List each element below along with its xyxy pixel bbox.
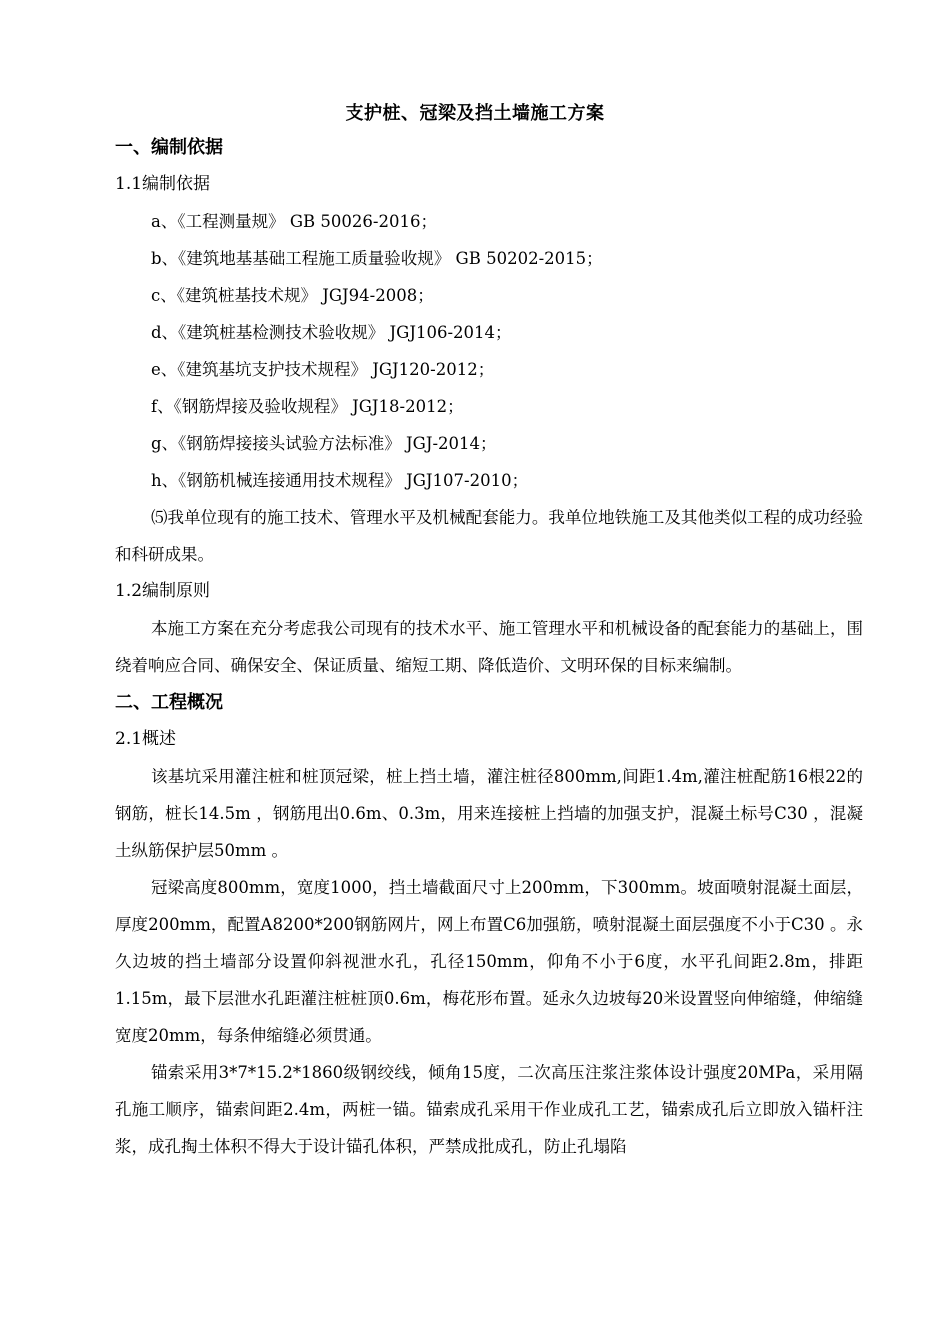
document-body (115, 129, 863, 1165)
overview-paragraph: 锚索采用3*7*15.2*1860级钢绞线，倾角15度，二次高压注浆注浆体设计强度20MPa，采用隔孔施工顺序，锚索间距2.4m，两桩一锚。锚索成孔采用干作业成孔工艺，锚索成孔后立即放入锚杆注浆，成孔掏土体积不得大于设计锚孔体积，严禁成批成孔，防止孔塌陷 (115, 1063, 863, 1156)
section-heading-2: 二、工程概况 (115, 692, 223, 713)
section-heading-1: 一、编制依据 (115, 137, 223, 158)
subsection-heading-1-1: 1.1编制依据 (115, 174, 211, 194)
reference-item: f、《钢筋焊接及验收规程》 JGJ18-2012； (151, 397, 464, 416)
reference-item: g、《钢筋焊接接头试验方法标准》 JGJ-2014； (151, 434, 497, 453)
reference-item: b、《建筑地基基础工程施工质量验收规》 GB 50202-2015； (151, 249, 603, 268)
principle-paragraph: 本施工方案在充分考虑我公司现有的技术水平、施工管理水平和机械设备的配套能力的基础上，围绕着响应合同、确保安全、保证质量、缩短工期、降低造价、文明环保的目标来编制。 (115, 619, 863, 675)
reference-item: e、《建筑基坑支护技术规程》 JGJ120-2012； (151, 360, 495, 379)
reference-item: a、《工程测量规》 GB 50026-2016； (151, 212, 437, 231)
reference-item: d、《建筑桩基检测技术验收规》 JGJ106-2014； (151, 323, 512, 342)
overview-paragraph: 冠梁高度800mm，宽度1000，挡土墙截面尺寸上200mm，下300mm。坡面喷射混凝土面层，厚度200mm，配置A8200*200钢筋网片，网上布置C6加强筋，喷射混凝土面层强度不小于C30 。永久边坡的挡土墙部分设置仰斜视泄水孔，孔径150mm，仰角不小于6度，水平孔间距2.8m，排距1.15m，最下层泄水孔距灌注桩桩顶0.6m，梅花形布置。延永久边坡每20米设置竖向伸缩缝，伸缩缝宽度20mm，每条伸缩缝必须贯通。 (115, 878, 863, 1045)
subsection-heading-2-1: 2.1概述 (115, 729, 177, 749)
reference-item: h、《钢筋机械连接通用技术规程》 JGJ107-2010； (151, 471, 529, 490)
basis-extra-paragraph: ⑸我单位现有的施工技术、管理水平及机械配套能力。我单位地铁施工及其他类似工程的成功经验和科研成果。 (115, 508, 863, 564)
overview-paragraph: 该基坑采用灌注桩和桩顶冠梁，桩上挡土墙，灌注桩径800mm,间距1.4m,灌注桩配筋16根22的钢筋，桩长14.5m ，钢筋甩出0.6m、0.3m，用来连接桩上挡墙的加强支护，混凝土标号C30 ，混凝土纵筋保护层50mm 。 (115, 767, 863, 860)
subsection-heading-1-2: 1.2编制原则 (115, 581, 211, 601)
reference-item: c、《建筑桩基技术规》 JGJ94-2008； (151, 286, 434, 305)
document-title: 支护桩、冠梁及挡土墙施工方案 (345, 103, 605, 124)
